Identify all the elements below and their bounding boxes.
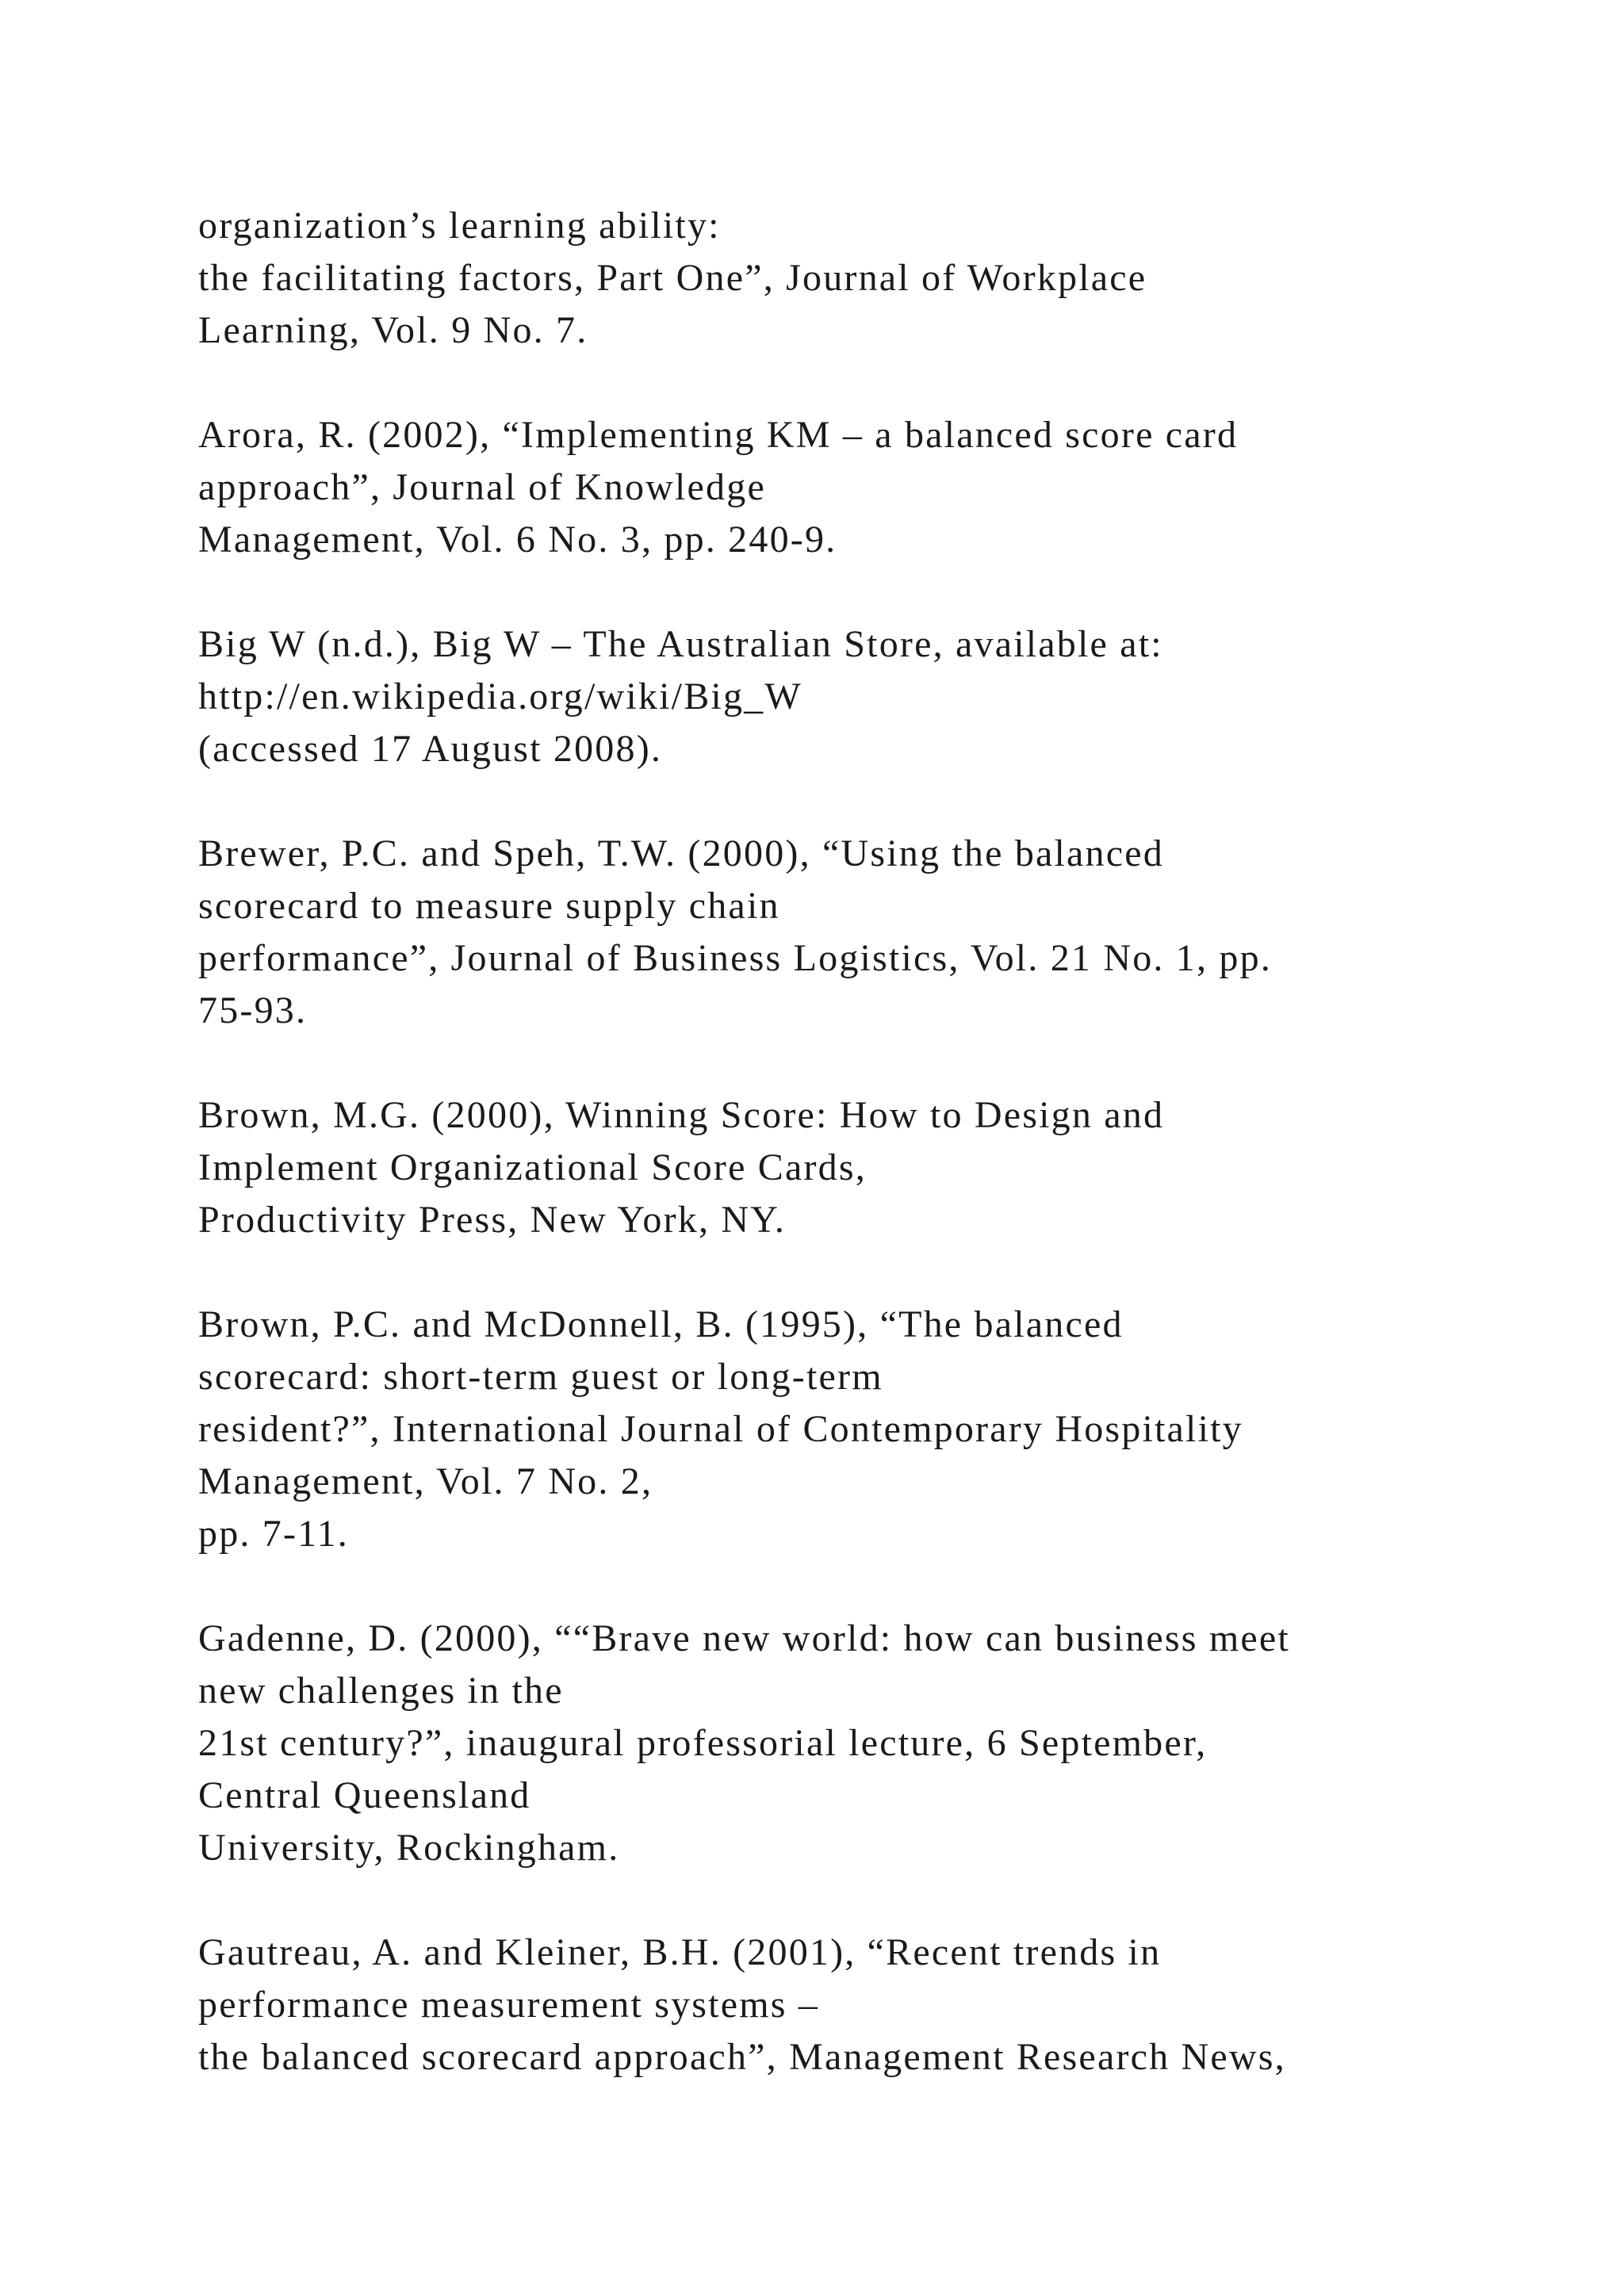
reference-line: Management, Vol. 6 No. 3, pp. 240-9.: [198, 519, 837, 561]
reference-line: University, Rockingham.: [198, 1827, 620, 1869]
reference-line: (accessed 17 August 2008).: [198, 728, 663, 770]
reference-line: pp. 7-11.: [198, 1513, 350, 1555]
reference-line: performance”, Journal of Business Logistics, Vol. 21 No. 1, pp.: [198, 937, 1272, 979]
reference-line: Gautreau, A. and Kleiner, B.H. (2001), “Recent trends in: [198, 1931, 1162, 1973]
reference-entry: [198, 1613, 1483, 1874]
reference-line: Productivity Press, New York, NY.: [198, 1199, 787, 1241]
reference-line: Management, Vol. 7 No. 2,: [198, 1460, 653, 1502]
reference-entry: [198, 1089, 1483, 1246]
reference-line: Brown, P.C. and McDonnell, B. (1995), “The balanced: [198, 1303, 1124, 1345]
reference-entry: [198, 618, 1483, 775]
reference-line: the balanced scorecard approach”, Management Research News,: [198, 2036, 1286, 2078]
reference-line: Implement Organizational Score Cards,: [198, 1146, 867, 1188]
reference-line: Gadenne, D. (2000), ““Brave new world: how can business meet: [198, 1617, 1290, 1659]
reference-line: the facilitating factors, Part One”, Journal of Workplace: [198, 257, 1147, 299]
reference-line: Big W (n.d.), Big W – The Australian Store, available at:: [198, 623, 1163, 665]
reference-line: Brewer, P.C. and Speh, T.W. (2000), “Using the balanced: [198, 832, 1164, 874]
reference-entry: [198, 200, 1483, 357]
reference-line: Arora, R. (2002), “Implementing KM – a balanced score card: [198, 414, 1239, 456]
reference-line: scorecard to measure supply chain: [198, 885, 780, 927]
reference-entry: [198, 1927, 1483, 2084]
reference-entry: [198, 828, 1483, 1037]
reference-line: 21st century?”, inaugural professorial lecture, 6 September,: [198, 1722, 1208, 1764]
reference-line: new challenges in the: [198, 1670, 564, 1712]
reference-line: scorecard: short-term guest or long-term: [198, 1356, 883, 1398]
reference-url[interactable]: http://en.wikipedia.org/wiki/Big_W: [198, 675, 802, 718]
reference-line: Central Queensland: [198, 1774, 531, 1816]
reference-line: resident?”, International Journal of Contemporary Hospitality: [198, 1408, 1243, 1450]
reference-line: 75-93.: [198, 989, 308, 1031]
reference-line: performance measurement systems –: [198, 1984, 820, 2026]
reference-line: approach”, Journal of Knowledge: [198, 466, 766, 508]
reference-entry: [198, 409, 1483, 566]
reference-line: organization’s learning ability:: [198, 205, 721, 247]
reference-line: Brown, M.G. (2000), Winning Score: How to Design and: [198, 1094, 1165, 1136]
reference-entry: [198, 1299, 1483, 1560]
reference-list: [198, 200, 1483, 2084]
reference-line: Learning, Vol. 9 No. 7.: [198, 309, 588, 351]
